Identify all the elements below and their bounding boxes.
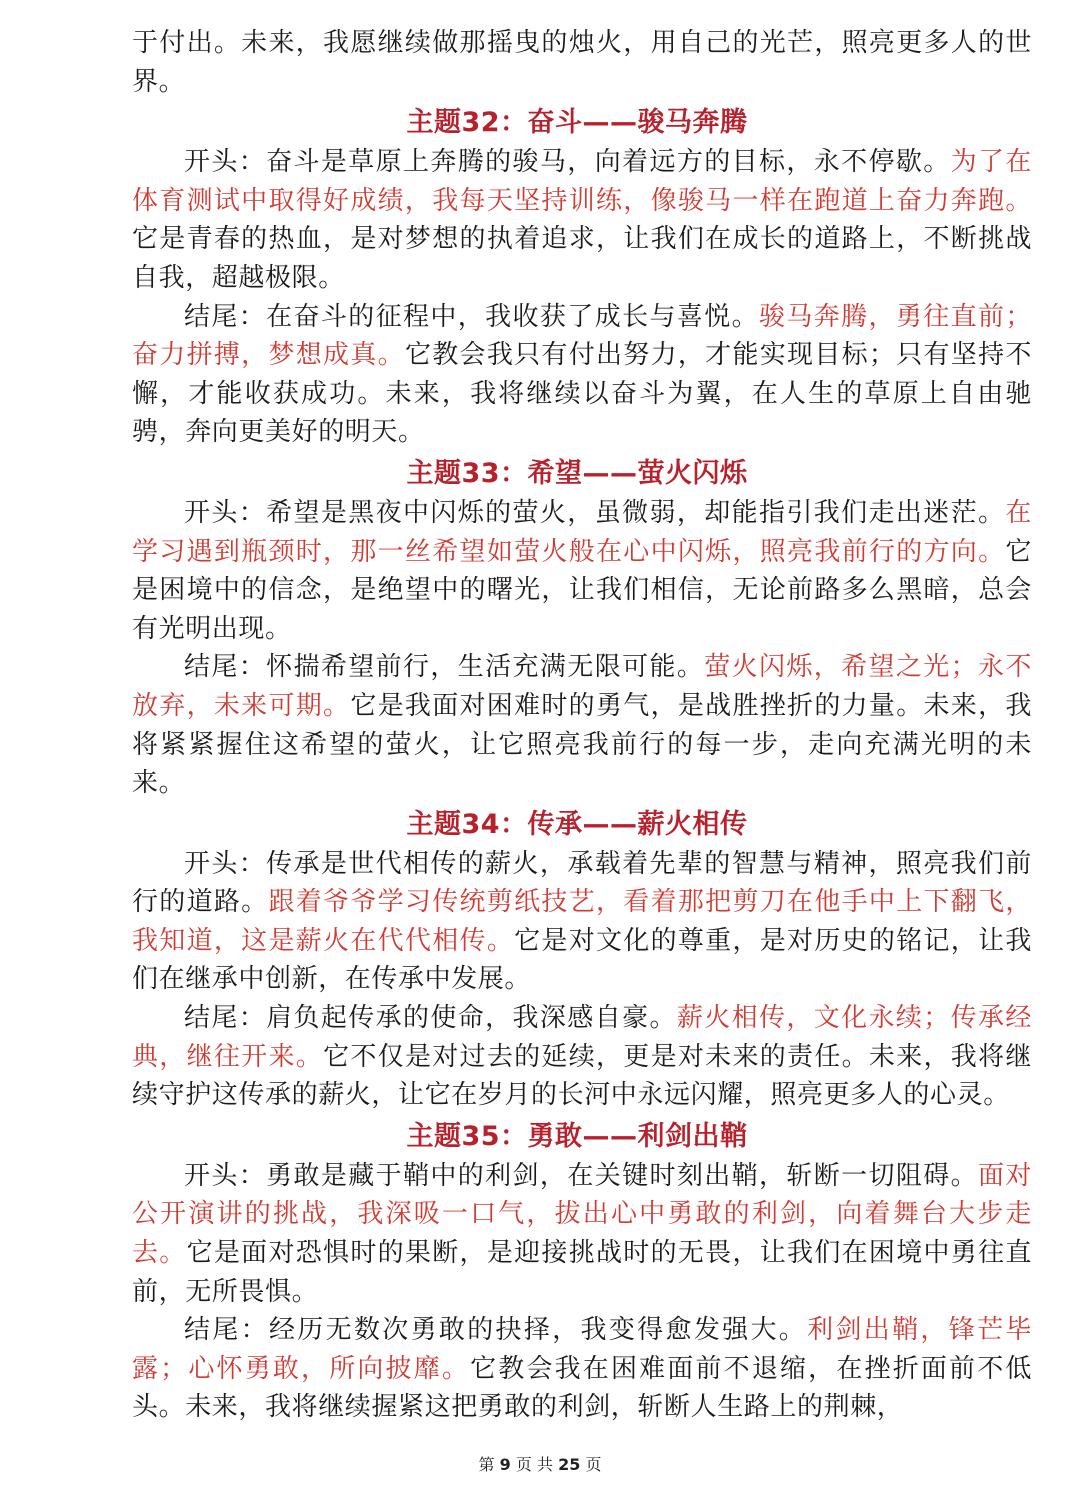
ending-text-rest: 它是我面对困难时的勇气，是战胜挫折的力量。未来，我将紧紧握住这希望的萤火，让它照亮我前行的每一步，走向充满光明的未来。 (132, 690, 1032, 799)
opening-text: 开头：奋斗是草原上奔腾的骏马，向着远方的目标，永不停歇。 (184, 147, 951, 178)
page-content (132, 24, 1032, 1427)
opening-text-rest: 它是困境中的信念，是绝望中的曙光，让我们相信，无论前路多么黑暗，总会有光明出现。 (132, 536, 1032, 644)
section-33-opening (132, 494, 1032, 648)
opening-highlight: 跟着爷爷学习传统剪纸技艺，看着那把剪刀在他手中上下翻飞，我知道，这是薪火在代代相传。 (132, 887, 1032, 956)
opening-highlight: 在学习遇到瓶颈时，那一丝希望如萤火般在心中闪烁，照亮我前行的方向。 (132, 497, 1032, 567)
intro-paragraph (132, 24, 1032, 101)
section-title-33: 主题33：希望——萤火闪烁 (406, 457, 748, 489)
ending-highlight: 骏马奔腾，勇往直前；奋力拼搏，梦想成真。 (132, 301, 1032, 371)
ending-text-rest: 它教会我只有付出努力，才能实现目标；只有坚持不懈，才能收获成功。未来，我将继续以奋斗为翼，在人生的草原上自由驰骋，奔向更美好的明天。 (132, 340, 1032, 448)
footer-page-number: 9 (499, 1455, 511, 1474)
opening-highlight: 面对公开演讲的挑战，我深吸一口气，拔出心中勇敢的利剑，向着舞台大步走去。 (132, 1160, 1032, 1269)
section-32-ending (132, 298, 1032, 452)
opening-text-rest: 它是面对恐惧时的果断，是迎接挑战时的无畏，让我们在困境中勇往直前，无所畏惧。 (132, 1238, 1032, 1307)
opening-text: 开头：勇敢是藏于鞘中的利剑，在关键时刻出鞘，斩断一切阻碍。 (184, 1160, 979, 1191)
section-33-ending (132, 648, 1032, 802)
section-32-opening (132, 143, 1032, 297)
page-footer (0, 1452, 1080, 1475)
intro-text: 于付出。未来，我愿继续做那摇曳的烛火，用自己的光芒，照亮更多人的世界。 (132, 28, 1032, 97)
ending-highlight: 薪火相传，文化永续；传承经典，继往开来。 (132, 1003, 1032, 1072)
footer-suffix: 页 (585, 1455, 602, 1474)
ending-text: 结尾：肩负起传承的使命，我深感自豪。 (184, 1003, 677, 1034)
footer-total-pages: 25 (558, 1455, 581, 1474)
opening-text: 开头：传承是世代相传的薪火，承载着先辈的智慧与精神，照亮我们前行的道路。 (132, 848, 1032, 918)
opening-text: 开头：希望是黑夜中闪烁的萤火，虽微弱，却能指引我们走出迷茫。 (184, 497, 1006, 528)
opening-text-rest: 它是青春的热血，是对梦想的执着追求，让我们在成长的道路上，不断挑战自我，超越极限。 (132, 224, 1032, 293)
section-35-ending (132, 1311, 1032, 1427)
ending-text: 结尾：在奋斗的征程中，我收获了成长与喜悦。 (184, 301, 759, 332)
ending-text: 结尾：经历无数次勇敢的抉择，我变得愈发强大。 (184, 1315, 808, 1346)
footer-middle: 页 共 (515, 1455, 553, 1474)
section-34-opening (132, 845, 1032, 999)
section-34-ending (132, 999, 1032, 1115)
opening-highlight: 为了在体育测试中取得好成绩，我每天坚持训练，像骏马一样在跑道上奋力奔跑。 (132, 147, 1032, 216)
section-title-35: 主题35：勇敢——利剑出鞘 (406, 1120, 748, 1152)
ending-text-rest: 它不仅是对过去的延续，更是对未来的责任。未来，我将继续守护这传承的薪火，让它在岁月的长河中永远闪耀，照亮更多人的心灵。 (132, 1041, 1032, 1111)
section-title-32: 主题32：奋斗——骏马奔腾 (406, 107, 748, 139)
section-35-opening (132, 1157, 1032, 1311)
footer-prefix: 第 (478, 1455, 495, 1474)
opening-text-rest: 它是对文化的尊重，是对历史的铭记，让我们在继承中创新，在传承中发展。 (132, 925, 1032, 995)
ending-highlight: 萤火闪烁，希望之光；永不放弃，未来可期。 (132, 652, 1032, 721)
ending-highlight: 利剑出鞘，锋芒毕露；心怀勇敢，所向披靡。 (132, 1315, 1032, 1384)
ending-text: 结尾：怀揣希望前行，生活充满无限可能。 (184, 652, 705, 683)
section-title-34: 主题34：传承——薪火相传 (406, 808, 748, 840)
ending-text-rest: 它教会我在困难面前不退缩，在挫折面前不低头。未来，我将继续握紧这把勇敢的利剑，斩断人生路上的荆棘， (132, 1353, 1032, 1423)
